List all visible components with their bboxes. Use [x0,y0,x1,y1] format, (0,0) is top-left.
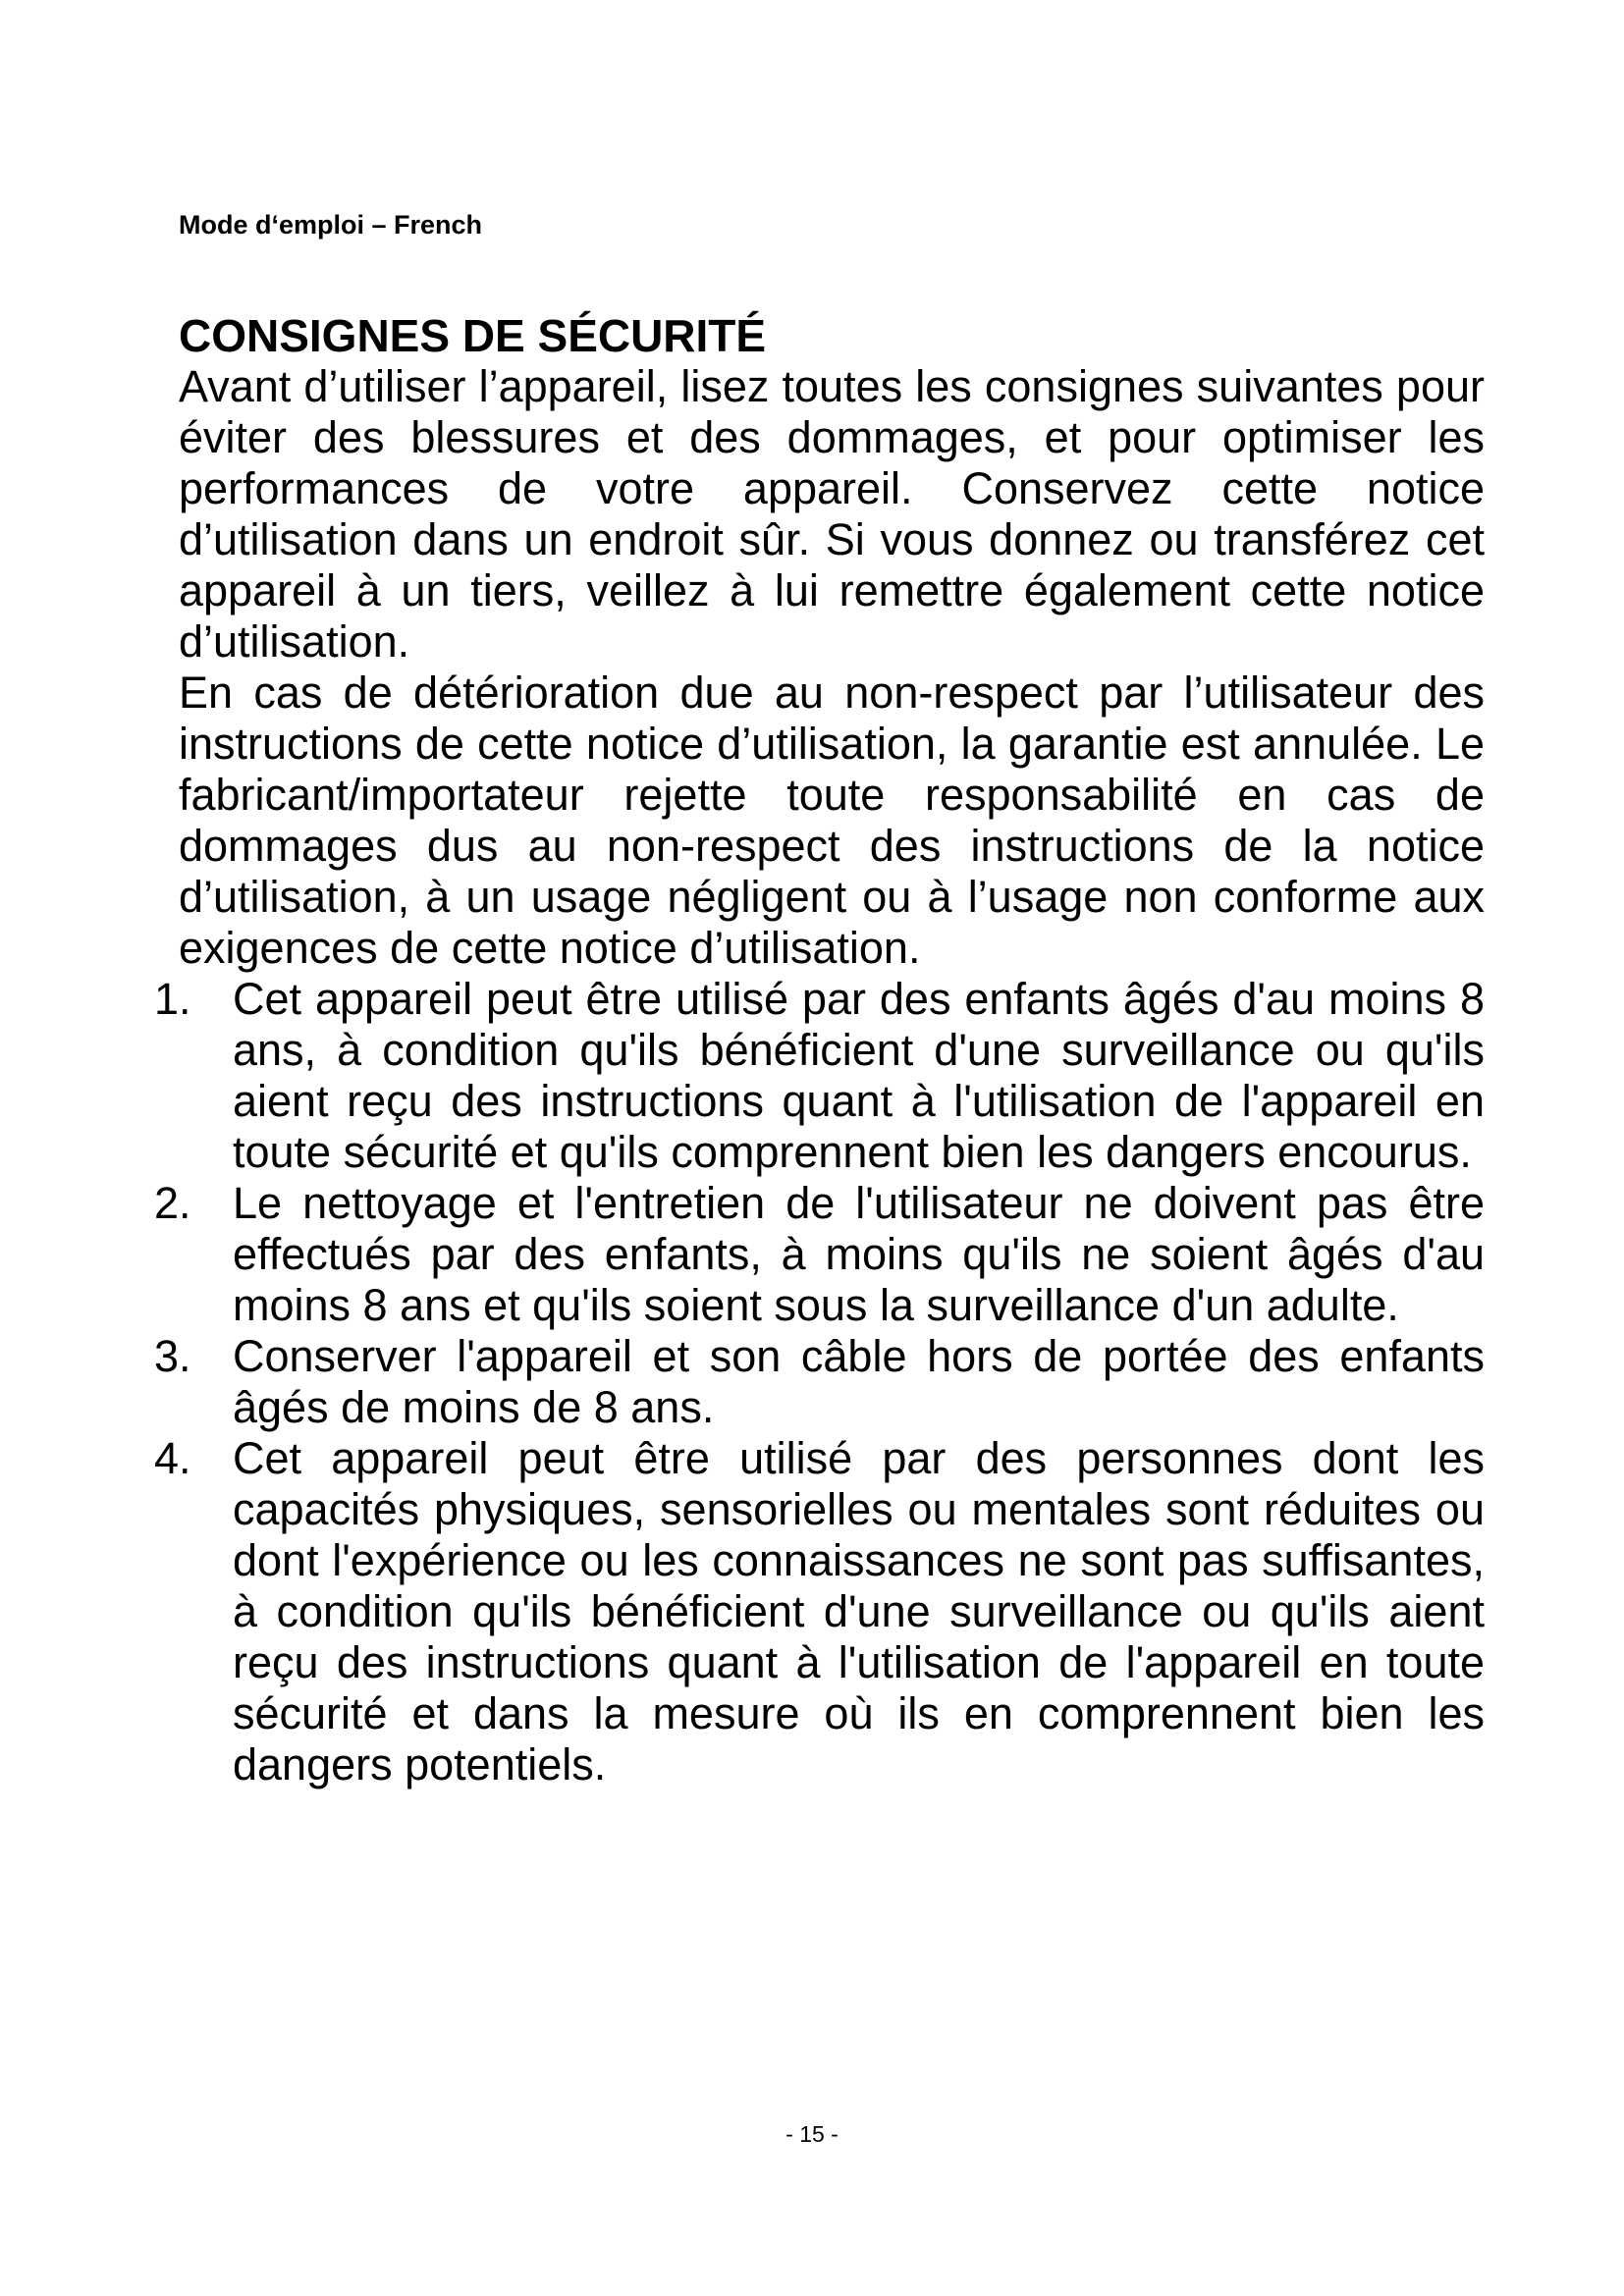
list-item-number: 4. [154,1433,191,1483]
list-item-text: Le nettoyage et l'entretien de l'utilisateur ne doivent pas être effectués par des enfants, à moins qu'ils ne soient âgés d'au moins 8 ans et qu'ils soient sous la surveillance d'un adulte. [233,1178,1485,1330]
warranty-paragraph: En cas de détérioration due au non-respect par l’utilisateur des instructions de cette notice d’utilisation, la garantie est annulée. Le fabricant/importateur rejette toute responsabilité en cas de dommages dus au non-respect des instructions de la notice d’utilisation, à un usage négligent ou à l’usage non conforme aux exigences de cette notice d’utilisation. [179,667,1485,973]
list-item [154,1331,1485,1433]
list-item-number: 3. [154,1331,191,1381]
intro-paragraph: Avant d’utiliser l’appareil, lisez toutes les consignes suivantes pour éviter des blessures et des dommages, et pour optimiser les performances de votre appareil. Conservez cette notice d’utilisation dans un endroit sûr. Si vous donnez ou transférez cet appareil à un tiers, veillez à lui remettre également cette notice d’utilisation. [179,361,1485,667]
list-item [154,974,1485,1178]
safety-section [154,310,1485,1790]
section-title: CONSIGNES DE SÉCURITÉ [179,310,767,361]
list-item [154,1433,1485,1790]
list-item-text: Cet appareil peut être utilisé par des personnes dont les capacités physiques, sensorielles ou mentales sont réduites ou dont l'expérience ou les connaissances ne sont pas suffisantes, à condition qu'ils bénéficient d'une surveillance ou qu'ils aient reçu des instructions quant à l'utilisation de l'appareil en toute sécurité et dans la mesure où ils en comprennent bien les dangers potentiels. [233,1433,1485,1789]
list-item-text: Cet appareil peut être utilisé par des enfants âgés d'au moins 8 ans, à condition qu'ils bénéficient d'une surveillance ou qu'ils aient reçu des instructions quant à l'utilisation de l'appareil en toute sécurité et qu'ils comprennent bien les dangers encourus. [233,974,1485,1177]
list-item-number: 1. [154,974,191,1024]
safety-instructions-list [154,974,1485,1790]
list-item-number: 2. [154,1178,191,1228]
list-item [154,1178,1485,1331]
document-header-label: Mode d‘emploi – French [179,210,483,240]
page-number: - 15 - [785,2121,839,2147]
list-item-text: Conserver l'appareil et son câble hors de portée des enfants âgés de moins de 8 ans. [233,1331,1485,1432]
